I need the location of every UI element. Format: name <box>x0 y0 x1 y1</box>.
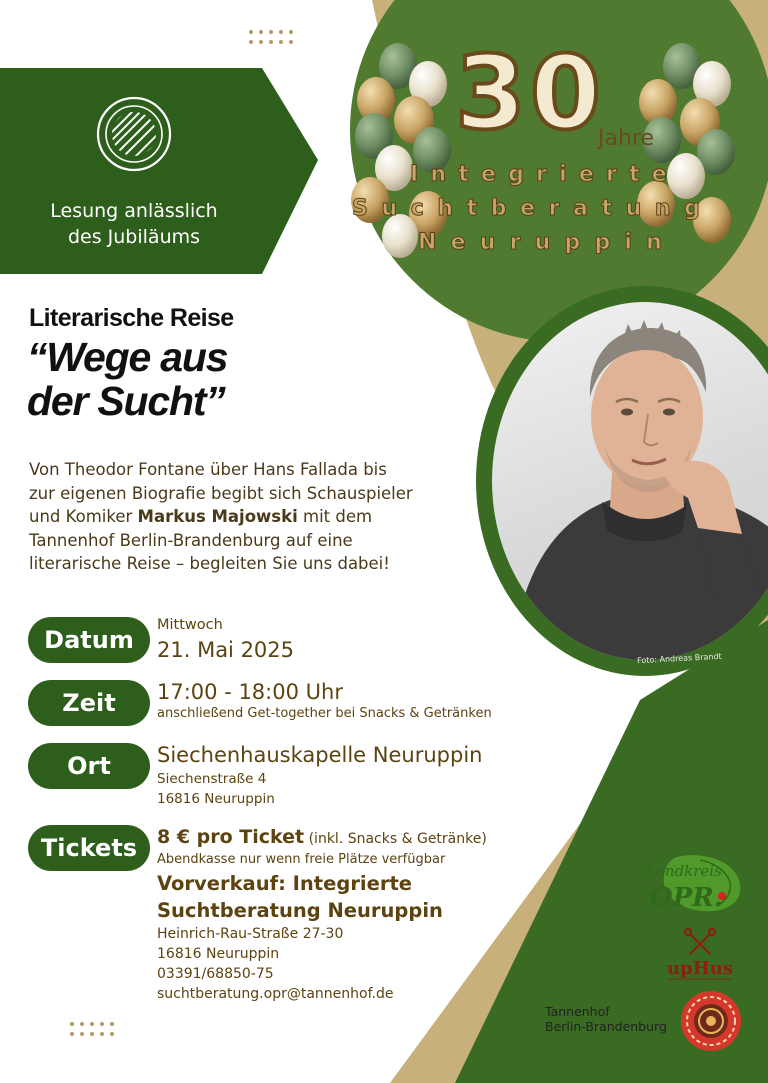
place-street: Siechenstraße 4 <box>157 771 267 787</box>
presale-city: 16816 Neuruppin <box>157 946 280 962</box>
tannenhof-line-2: Berlin-Brandenburg <box>545 1019 667 1034</box>
jubilee-years-word: Jahre <box>598 126 655 151</box>
uphus-logo <box>660 928 740 984</box>
tickets-inclusion: (inkl. Snacks & Getränke) <box>304 831 487 847</box>
decorative-dots-top <box>249 30 293 44</box>
opr-text: OPR. <box>650 883 723 913</box>
photo-credit: Foto: Andreas Brandt <box>636 651 722 666</box>
jubilee-line-1: Integrierte <box>410 162 679 187</box>
event-subtitle: Literarische Reise <box>29 304 234 332</box>
place-name: Siechenhauskapelle Neuruppin <box>157 743 483 767</box>
description-line-3-end: mit dem <box>297 507 373 526</box>
presale-street: Heinrich-Rau-Straße 27-30 <box>157 926 344 942</box>
tannenhof-name <box>545 1004 667 1034</box>
presale-line-2: Suchtberatung Neuruppin <box>157 899 443 922</box>
banner-caption <box>20 198 248 250</box>
date-weekday: Mittwoch <box>157 617 223 633</box>
description-line-1: Von Theodor Fontane über Hans Fallada bis <box>29 460 387 479</box>
date-value: 21. Mai 2025 <box>157 638 295 662</box>
presale-phone: 03391/68850-75 <box>157 966 274 982</box>
place-label-pill: Ort <box>28 743 150 789</box>
tickets-price: 8 € pro Ticket <box>157 826 305 848</box>
time-note: anschließend Get-together bei Snacks & Getränken <box>157 706 492 721</box>
tickets-note: Abendkasse nur wenn freie Plätze verfügbar <box>157 852 446 867</box>
jubilee-number: 30 <box>455 34 605 153</box>
jubilee-line-2: Suchtberatung <box>352 196 714 221</box>
reading-circle-icon <box>96 96 172 172</box>
presale-line-1: Vorverkauf: Integrierte <box>157 872 413 895</box>
crossed-keys-icon <box>685 929 715 954</box>
description-line-3 <box>29 505 484 529</box>
event-title-line-2: der Sucht” <box>27 378 225 424</box>
tickets-label-pill: Tickets <box>28 825 150 871</box>
decorative-dots-bottom <box>70 1022 114 1036</box>
presale-email[interactable]: suchtberatung.opr@tannenhof.de <box>157 986 394 1002</box>
description-line-3-start: und Komiker <box>29 507 138 526</box>
event-title-line-1: “Wege aus <box>27 334 228 380</box>
jubilee-line-3: Neuruppin <box>418 230 677 255</box>
date-label-pill: Datum <box>28 617 150 663</box>
landkreis-opr-logo <box>640 852 750 916</box>
place-city: 16816 Neuruppin <box>157 791 275 807</box>
description-line-2: zur eigenen Biografie begibt sich Schauspieler <box>29 483 413 503</box>
time-value: 17:00 - 18:00 Uhr <box>157 680 343 704</box>
banner-line-1: Lesung anlässlich <box>50 200 218 222</box>
tannenhof-line-1: Tannenhof <box>545 1004 610 1019</box>
portrait-photo <box>476 286 768 676</box>
banner-line-2: des Jubiläums <box>67 226 201 248</box>
description-line-4: Tannenhof Berlin-Brandenburg auf eine <box>29 530 353 550</box>
event-description <box>29 458 484 576</box>
description-line-5: literarische Reise – begleiten Sie uns dabei! <box>29 554 390 573</box>
balloon-group-left <box>351 43 451 258</box>
tannenhof-seal-logo <box>680 990 742 1052</box>
performer-name: Markus Majowski <box>137 507 298 526</box>
tickets-price-line <box>157 826 487 848</box>
portrait-illustration <box>492 302 768 660</box>
event-title <box>27 335 347 423</box>
landkreis-text: Landkreis <box>646 862 722 880</box>
time-label-pill: Zeit <box>28 680 150 726</box>
uphus-text: upHus <box>667 958 733 979</box>
